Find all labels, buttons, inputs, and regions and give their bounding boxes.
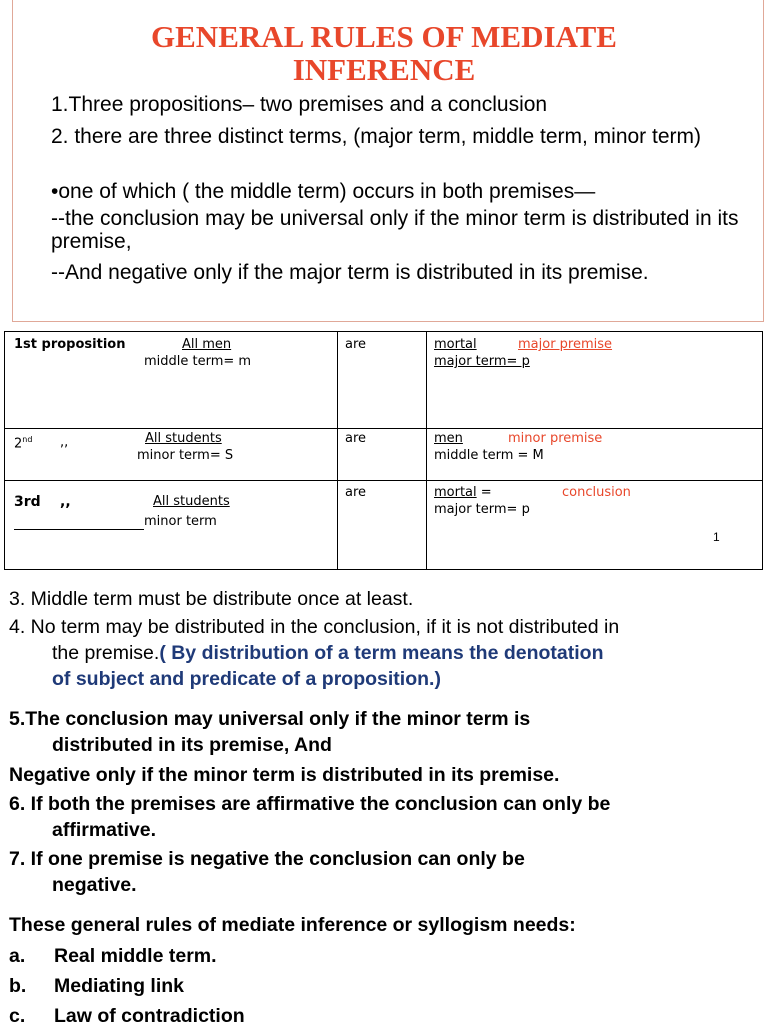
table-row xyxy=(5,429,763,481)
proposition-label: 1st proposition xyxy=(14,337,126,352)
list-item: b. Mediating link xyxy=(9,975,185,997)
premise-label: minor premise xyxy=(508,431,603,446)
title-line-1: GENERAL RULES OF MEDIATE xyxy=(151,19,617,54)
copula: are xyxy=(345,337,367,352)
point-4: --the conclusion may be universal only if the minor term is distributed in its premise, xyxy=(51,207,739,253)
table-cell xyxy=(338,332,427,429)
subject-term: minor term= S xyxy=(137,448,234,463)
point-5: --And negative only if the major term is distributed in its premise. xyxy=(51,261,649,284)
predicate-term: major term= p xyxy=(434,502,530,517)
table-cell xyxy=(338,481,427,570)
table-cell xyxy=(427,429,763,481)
title-line-2: INFERENCE xyxy=(292,52,476,87)
rule-6: 6. If both the premises are affirmative the conclusion can only be affirmative. xyxy=(9,793,611,841)
rule-4: 4. No term may be distributed in the conclusion, if it is not distributed in the premise.( By distribution of a term means the denotation of subject and predicate of a proposition.) xyxy=(9,616,620,690)
subject: All students xyxy=(153,494,230,509)
rule-5-negative: Negative only if the minor term is distributed in its premise. xyxy=(9,764,560,786)
predicate: mortal = xyxy=(434,485,492,500)
table-cell xyxy=(427,332,763,429)
list-item: c. Law of contradiction xyxy=(9,1005,245,1027)
predicate: men xyxy=(434,431,463,446)
predicate-term: major term= p xyxy=(434,354,530,369)
subject-term: middle term= m xyxy=(144,354,252,369)
table-cell xyxy=(427,481,763,570)
page-title xyxy=(0,20,768,86)
page-number: 1 xyxy=(713,530,720,544)
table-cell xyxy=(5,429,338,481)
table-cell xyxy=(338,429,427,481)
subject-term: minor term xyxy=(14,513,217,530)
list-item: a. Real middle term. xyxy=(9,945,217,967)
rule-7: 7. If one premise is negative the conclusion can only be negative. xyxy=(9,848,525,896)
rule-5: 5.The conclusion may universal only if the minor term is distributed in its premise, And xyxy=(9,708,531,756)
subject: All men xyxy=(182,337,232,352)
copula: are xyxy=(345,485,367,500)
table-cell xyxy=(5,481,338,570)
table-cell xyxy=(5,332,338,429)
predicate-term: middle term = M xyxy=(434,448,544,463)
point-2: 2. there are three distinct terms, (major term, middle term, minor term) xyxy=(51,125,702,148)
rule-3: 3. Middle term must be distribute once at least. xyxy=(9,588,414,610)
ditto-mark: ,, xyxy=(60,435,69,450)
ditto-mark: ,, xyxy=(60,494,71,510)
proposition-label: 2nd xyxy=(14,435,33,452)
predicate: mortal xyxy=(434,337,477,352)
proposition-label: 3rd xyxy=(14,494,41,510)
premise-label: conclusion xyxy=(562,485,631,500)
copula: are xyxy=(345,431,367,446)
point-3: •one of which ( the middle term) occurs in both premises— xyxy=(51,180,596,203)
point-1: 1.Three propositions– two premises and a conclusion xyxy=(51,93,548,116)
subject: All students xyxy=(145,431,222,446)
table-row xyxy=(5,332,763,429)
table-row xyxy=(5,481,763,570)
syllogism-table xyxy=(4,331,763,570)
premise-label: major premise xyxy=(518,337,613,352)
needs-heading: These general rules of mediate inference or syllogism needs: xyxy=(9,914,576,936)
